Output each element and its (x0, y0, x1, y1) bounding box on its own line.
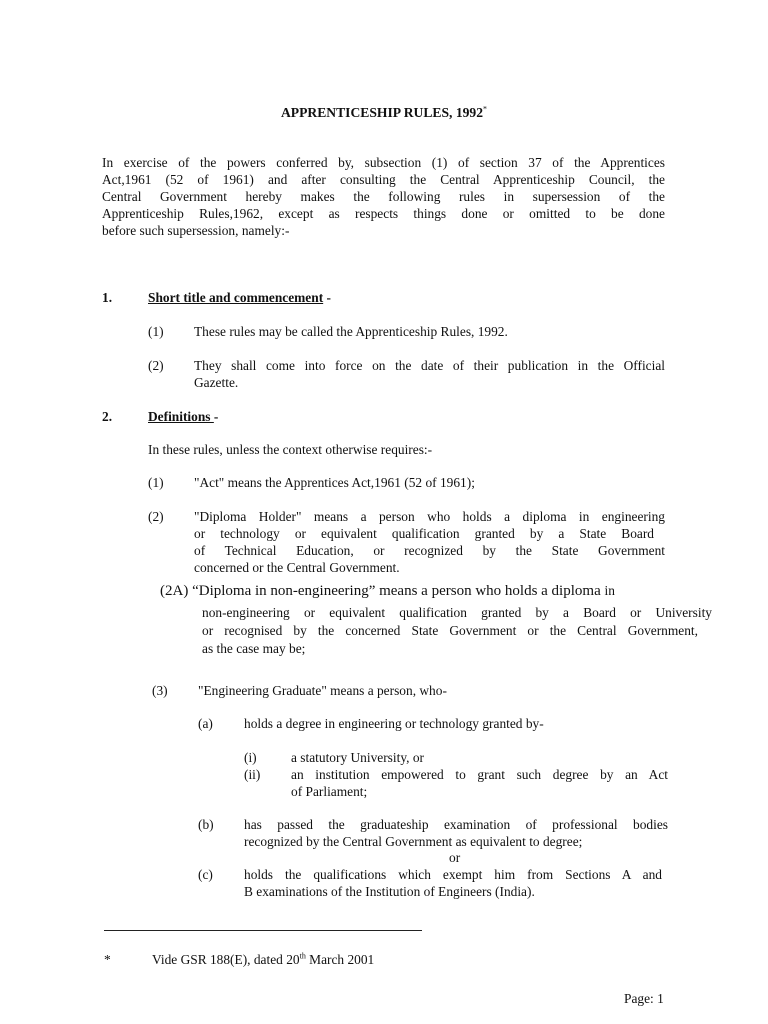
section-1-item-2-line-2: Gazette. (194, 375, 239, 390)
preamble-line-5: before such supersession, namely:- (102, 223, 290, 238)
definition-2-line-3: of Technical Education, or recognized by the State Government (194, 543, 665, 558)
definition-2-line-1: "Diploma Holder" means a person who holds a diploma in engineering (194, 509, 665, 524)
footnote-text: Vide GSR 188(E), dated 20th March 2001 (152, 951, 375, 967)
section-1-item-1-text: These rules may be called the Apprenticeship Rules, 1992. (194, 324, 508, 339)
section-1-item-2-number: (2) (148, 358, 164, 373)
definition-3a-ii-line-2: of Parliament; (291, 784, 368, 799)
definition-3b-line-1: has passed the graduateship examination of professional bodies (244, 817, 668, 832)
preamble-line-4: Apprenticeship Rules,1962, except as respects things done or omitted to be done (102, 206, 665, 221)
definition-3-number: (3) (152, 683, 168, 698)
definition-3b-line-2: recognized by the Central Government as equivalent to degree; (244, 834, 583, 849)
section-1-item-1-number: (1) (148, 324, 164, 339)
definition-3-text: "Engineering Graduate" means a person, who- (198, 683, 447, 698)
definition-3c-line-1: holds the qualifications which exempt him from Sections A and (244, 867, 662, 882)
definition-2a-lead: (2A) “Diploma in non-engineering” means a person who holds a diploma in (160, 583, 615, 599)
definition-3a-ii-number: (ii) (244, 767, 261, 782)
preamble-line-3: Central Government hereby makes the following rules in supersession of the (102, 189, 665, 204)
section-1-heading: Short title and commencement - (148, 290, 331, 305)
section-1-item-2-line-1: They shall come into force on the date of their publication in the Official (194, 358, 665, 373)
footnote-mark: * (104, 952, 111, 967)
definition-2-line-2: or technology or equivalent qualification granted by a State Board (194, 526, 654, 541)
definition-3a-ii-line-1: an institution empowered to grant such degree by an Act (291, 767, 668, 782)
definition-3c-number: (c) (198, 867, 213, 882)
definition-3b-number: (b) (198, 817, 214, 832)
definition-2-line-4: concerned or the Central Government. (194, 560, 400, 575)
definition-3a-number: (a) (198, 716, 213, 731)
footnote-divider (104, 930, 422, 931)
preamble-line-1: In exercise of the powers conferred by, subsection (1) of section 37 of the Apprentices (102, 155, 665, 170)
definition-2a-line-3: as the case may be; (202, 641, 306, 656)
definition-2a-line-2: or recognised by the concerned State Government or the Central Government, (202, 623, 698, 638)
preamble-line-2: Act,1961 (52 of 1961) and after consulting the Central Apprenticeship Council, the (102, 172, 665, 187)
definition-2-number: (2) (148, 509, 164, 524)
section-2-heading: Definitions - (148, 409, 219, 424)
section-2-intro: In these rules, unless the context otherwise requires:- (148, 442, 433, 457)
section-1-number: 1. (102, 290, 113, 305)
title-footnote-mark: * (483, 104, 488, 114)
definition-3c-line-2: B examinations of the Institution of Engineers (India). (244, 884, 535, 899)
definition-3a-i-number: (i) (244, 750, 257, 765)
definition-1-number: (1) (148, 475, 164, 490)
definition-2a-line-1: non-engineering or equivalent qualification granted by a Board or University (202, 605, 712, 620)
page-number: Page: 1 (624, 991, 664, 1006)
definition-1-text: "Act" means the Apprentices Act,1961 (52 of 1961); (194, 475, 475, 490)
definition-3a-text: holds a degree in engineering or technology granted by- (244, 716, 544, 731)
document-title: APPRENTICESHIP RULES, 1992* (280, 104, 488, 120)
section-2-number: 2. (102, 409, 113, 424)
definition-3a-i-text: a statutory University, or (291, 750, 425, 765)
definition-3-or: or (449, 850, 461, 865)
